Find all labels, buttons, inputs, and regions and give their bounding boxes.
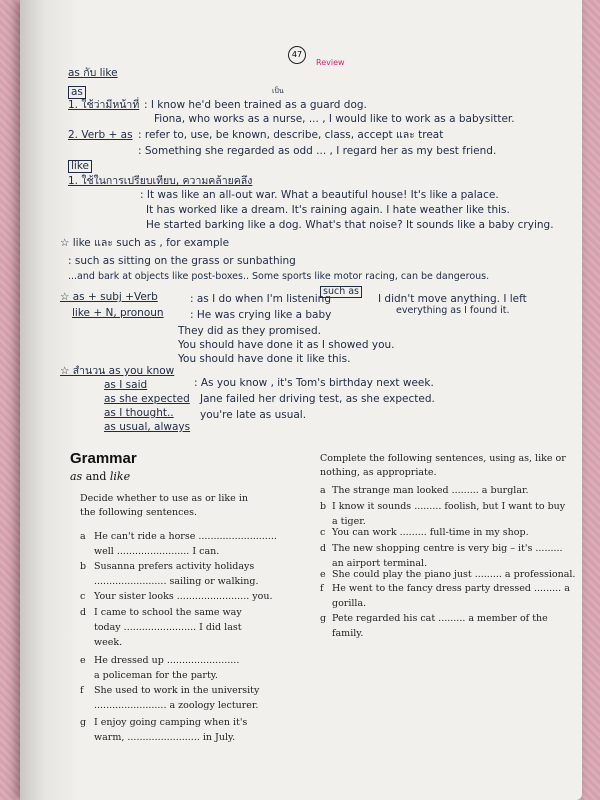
note-star-3: ☆ สำนวน as you know — [60, 365, 175, 377]
rule1-thai-note: เป็น — [272, 87, 284, 95]
right-exercise-item-letter: d — [320, 543, 327, 554]
star3-example-3: you're late as usual. — [200, 409, 307, 421]
left-exercise-item-text: She used to work in the university — [94, 685, 260, 696]
grammar-title: Grammar — [70, 450, 137, 467]
star2-example-3: They did as they promised. — [178, 325, 321, 337]
review-note: Review — [316, 58, 345, 67]
subtitle-and: and — [82, 470, 110, 483]
left-exercise-item-letter: b — [80, 561, 87, 572]
left-exercise-item-text: He can't ride a horse .......................... — [94, 531, 277, 542]
right-exercise-item-letter: e — [320, 569, 326, 580]
note-star-1: ☆ like และ such as , for example — [60, 237, 230, 249]
like-example-2: It has worked like a dream. It's raining again. I hate weather like this. — [146, 204, 510, 216]
page-number: 47 — [288, 46, 306, 64]
right-exercise-item-letter: f — [320, 583, 324, 594]
right-instruction-line-1: Complete the following sentences, using as, like or — [320, 453, 566, 464]
grammar-subtitle — [70, 470, 130, 483]
star3-example-2: Jane failed her driving test, as she expected. — [200, 393, 435, 405]
rule2-example: : Something she regarded as odd ... , I regard her as my best friend. — [138, 145, 497, 157]
left-exercise-item-text: I enjoy going camping when it's — [94, 717, 248, 728]
expression-1: as I said — [104, 379, 148, 391]
left-exercise-item-text: a policeman for the party. — [94, 670, 218, 681]
right-exercise-item-text: gorilla. — [332, 598, 367, 609]
rule1-example-1: : I know he'd been trained as a guard dog. — [144, 99, 367, 111]
star2-example-5: You should have done it like this. — [178, 353, 351, 365]
right-exercise-item-letter: a — [320, 485, 326, 496]
left-exercise-item-text: today ........................ I did last — [94, 622, 242, 633]
right-exercise-item-letter: b — [320, 501, 327, 512]
left-exercise-item-text: Susanna prefers activity holidays — [94, 561, 255, 572]
subtitle-like: like — [109, 470, 131, 483]
left-exercise-item-letter: f — [80, 685, 84, 696]
right-exercise-item-letter: c — [320, 527, 326, 538]
left-exercise-item-text: ........................ sailing or walking. — [94, 576, 259, 587]
left-instruction-line-2: the following sentences. — [80, 507, 198, 518]
expression-2: as she expected — [104, 393, 190, 405]
like-example-3: He started barking like a dog. What's that noise? It sounds like a baby crying. — [146, 219, 554, 231]
left-exercise-item-text: well ........................ I can. — [94, 546, 220, 557]
star2-example-2: : He was crying like a baby — [190, 309, 332, 321]
left-exercise-item-letter: a — [80, 531, 86, 542]
rule2-label: 2. Verb + as — [68, 129, 133, 141]
left-exercise-item-letter: e — [80, 655, 86, 666]
right-exercise-item-text: The strange man looked ......... a burglar. — [332, 485, 529, 496]
right-exercise-item-text: Pete regarded his cat ......... a member of the — [332, 613, 548, 624]
left-exercise-item-text: warm, ........................ in July. — [94, 732, 236, 743]
star3-example-1: : As you know , it's Tom's birthday next week. — [194, 377, 434, 389]
left-exercise-item-text: I came to school the same way — [94, 607, 242, 618]
left-instruction-line-1: Decide whether to use as or like in — [80, 493, 248, 504]
expression-3: as I thought.. — [104, 407, 174, 419]
right-exercise-item-text: The new shopping centre is very big – it's ......... — [332, 543, 563, 554]
right-exercise-item-letter: g — [320, 613, 327, 624]
star1-example-1: : such as sitting on the grass or sunbathing — [68, 255, 296, 267]
right-instruction-line-2: nothing, as appropriate. — [320, 467, 437, 478]
right-exercise-item-text: I know it sounds ......... foolish, but I want to buy — [332, 501, 566, 512]
star2-example-1b: I didn't move anything. I left — [378, 293, 527, 305]
note-star-2b: like + N, pronoun — [72, 307, 164, 319]
right-exercise-item-text: He went to the fancy dress party dressed ......... a — [332, 583, 570, 594]
right-exercise-item-text: an airport terminal. — [332, 558, 428, 569]
left-exercise-item-letter: g — [80, 717, 87, 728]
left-exercise-item-text: He dressed up ........................ — [94, 655, 240, 666]
right-exercise-item-text: a tiger. — [332, 516, 366, 527]
left-exercise-item-text: ........................ a zoology lecturer. — [94, 700, 259, 711]
notes-heading: as กับ like — [68, 67, 118, 79]
right-exercise-item-text: She could play the piano just ......... a professional. — [332, 569, 576, 580]
rule2-description: : refer to, use, be known, describe, class, accept และ treat — [138, 129, 444, 141]
rule1-thai: 1. ใช้ว่ามีหน้าที่ — [68, 99, 140, 111]
as-label: as — [68, 86, 86, 99]
subtitle-as: as — [70, 470, 83, 483]
right-exercise-item-text: family. — [332, 628, 364, 639]
star2-example-4: You should have done it as I showed you. — [178, 339, 395, 351]
like-label: like — [68, 160, 92, 173]
left-exercise-item-letter: c — [80, 591, 86, 602]
rule1-example-2: Fiona, who works as a nurse, ... , I would like to work as a babysitter. — [154, 113, 515, 125]
left-exercise-item-text: Your sister looks ........................ you. — [94, 591, 273, 602]
left-exercise-item-letter: d — [80, 607, 87, 618]
star2-example-1: : as I do when I'm listening — [190, 293, 331, 305]
star2-such-as: such as — [320, 286, 362, 298]
star2-example-1c: everything as I found it. — [396, 305, 510, 316]
expression-4: as usual, always — [104, 421, 191, 433]
left-exercise-item-text: week. — [94, 637, 123, 648]
like-rule-thai: 1. ใช้ในการเปรียบเทียบ, ความคล้ายคลึง — [68, 175, 253, 187]
right-exercise-item-text: You can work ......... full-time in my shop. — [332, 527, 529, 538]
star1-example-2: ...and bark at objects like post-boxes.. Some sports like motor racing, can be dangerous. — [68, 271, 490, 282]
textbook-page — [20, 0, 582, 800]
note-star-2a: ☆ as + subj +Verb — [60, 291, 158, 303]
like-example-1: : It was like an all-out war. What a beautiful house! It's like a palace. — [140, 189, 499, 201]
